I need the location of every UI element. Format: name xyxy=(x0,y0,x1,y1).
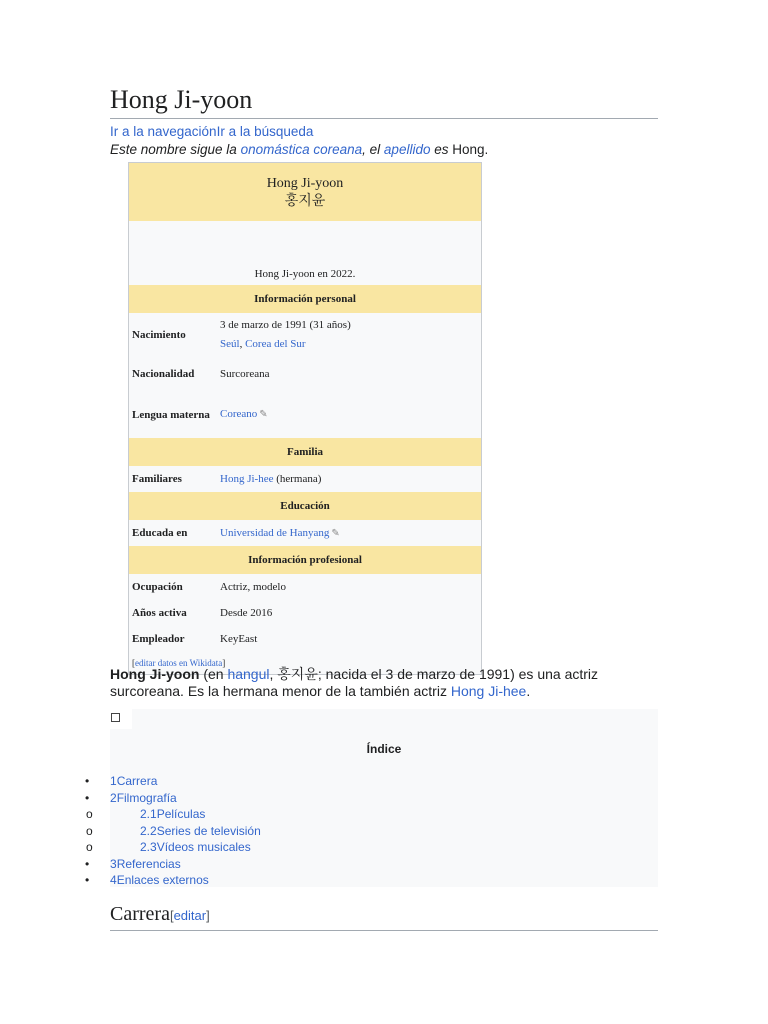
page-title: Hong Ji-yoon xyxy=(110,84,658,119)
article-header xyxy=(110,84,658,668)
section-title: Carrera xyxy=(110,903,170,925)
row-birth xyxy=(129,313,481,357)
value-nationality: Surcoreana xyxy=(220,367,270,380)
hatnote-link-onomastica[interactable]: onomástica coreana xyxy=(240,142,363,157)
toc-number: 4 xyxy=(110,873,117,887)
toc-label: Películas xyxy=(156,807,206,821)
link-coreano[interactable]: Coreano xyxy=(220,408,258,420)
link-edit-wikidata[interactable]: editar datos en Wikidata xyxy=(135,658,223,668)
table-of-contents xyxy=(85,709,658,887)
label-language: Lengua materna xyxy=(132,408,210,421)
toc-number: 2.3 xyxy=(140,840,157,854)
jump-to-search-link[interactable]: Ir a la búsqueda xyxy=(216,124,314,139)
pencil-icon[interactable]: ✎ xyxy=(259,409,268,420)
infobox-image xyxy=(129,221,481,265)
toc-number: 2.1 xyxy=(140,807,157,821)
toc-item-peliculas[interactable] xyxy=(86,806,261,823)
hatnote-text-1: Este nombre sigue la xyxy=(110,142,241,157)
toc-label: Referencias xyxy=(116,856,181,871)
value-language xyxy=(220,405,481,424)
lead-paragraph xyxy=(110,666,670,700)
toc-toggle-checkbox[interactable] xyxy=(111,713,120,722)
lead-text-1: (en xyxy=(199,666,228,682)
toc-bullet: • xyxy=(85,856,90,871)
link-hangul[interactable]: hangul xyxy=(227,666,270,682)
toc-number: 3 xyxy=(110,856,117,871)
toc-bullet: • xyxy=(85,790,90,805)
row-employer xyxy=(129,626,481,652)
link-seul[interactable]: Seúl xyxy=(220,338,240,350)
toc-sub-bullet: o xyxy=(86,807,93,821)
toc-label: Series de televisión xyxy=(156,823,261,838)
toc-label: Enlaces externos xyxy=(116,873,209,887)
value-education xyxy=(220,524,481,543)
infobox-header xyxy=(129,163,481,221)
infobox xyxy=(128,162,482,675)
lead-bold-name: Hong Ji-yoon xyxy=(110,666,200,682)
edit-bracket-open: [ xyxy=(169,908,174,923)
row-education xyxy=(129,520,481,546)
hatnote xyxy=(110,141,658,158)
pencil-icon[interactable]: ✎ xyxy=(331,527,340,539)
label-relatives: Familiares xyxy=(132,473,182,485)
toc-label: Vídeos musicales xyxy=(156,840,251,854)
edit-bracket-close: ] xyxy=(206,908,210,923)
row-language xyxy=(129,391,481,438)
label-employer: Empleador xyxy=(132,633,185,645)
row-occupation xyxy=(129,574,481,600)
toc-label: Filmografía xyxy=(116,790,177,805)
hatnote-link-apellido[interactable]: apellido xyxy=(383,142,431,157)
label-occupation: Ocupación xyxy=(132,581,183,593)
hatnote-text-3: es xyxy=(430,142,453,157)
toc-item-enlaces-externos[interactable] xyxy=(85,872,261,889)
toc-sub-bullet: o xyxy=(86,840,93,854)
label-birth: Nacimiento xyxy=(132,329,186,341)
toc-bullet: • xyxy=(85,873,90,887)
row-relatives xyxy=(129,466,481,492)
toc-item-carrera[interactable] xyxy=(85,773,261,790)
toc-number: 1 xyxy=(110,774,117,788)
footer-bracket-open: [ xyxy=(132,658,135,668)
link-hong-ji-hee-lead[interactable]: Hong Ji-hee xyxy=(450,683,527,699)
toc-item-videos-musicales[interactable] xyxy=(86,839,261,856)
value-occupation: Actriz, modelo xyxy=(220,580,286,593)
section-professional-info: Información profesional xyxy=(129,546,481,574)
toc-item-series-television[interactable] xyxy=(86,823,261,840)
toc-bullet: • xyxy=(85,774,90,788)
value-birth xyxy=(220,316,481,354)
link-corea-del-sur[interactable]: Corea del Sur xyxy=(245,338,306,350)
hatnote-surname: Hong. xyxy=(452,142,489,157)
toc-number: 2 xyxy=(110,790,117,805)
section-education: Educación xyxy=(129,492,481,520)
row-nationality xyxy=(129,357,481,391)
birth-sep: , xyxy=(239,338,246,350)
section-heading-carrera xyxy=(110,901,658,931)
lead-text-3: . xyxy=(526,683,531,699)
link-universidad-hanyang[interactable]: Universidad de Hanyang xyxy=(220,526,330,539)
infobox-name: Hong Ji-yoon xyxy=(266,176,344,191)
lead-text-2: , 홍지윤; nacida el 3 de marzo de 1991) es una actriz surcoreana. Es la hermana menor de la también actriz xyxy=(110,666,599,699)
infobox-caption: Hong Ji-yoon en 2022. xyxy=(254,268,356,280)
edit-section-link[interactable]: editar xyxy=(173,908,207,923)
section-family: Familia xyxy=(129,438,481,466)
toc-number: 2.2 xyxy=(140,823,157,838)
section-personal-info: Información personal xyxy=(129,285,481,313)
link-hong-ji-hee[interactable]: Hong Ji-hee xyxy=(220,472,274,485)
section-edit xyxy=(170,908,210,923)
toc-list xyxy=(85,773,261,889)
toc-item-referencias[interactable] xyxy=(85,856,261,873)
row-years-active xyxy=(129,600,481,626)
relatives-note: (hermana) xyxy=(273,472,322,485)
hatnote-text-2: , el xyxy=(362,142,384,157)
birth-date: 3 de marzo de 1991 (31 años) xyxy=(220,319,351,331)
value-employer: KeyEast xyxy=(220,632,258,645)
jump-links xyxy=(110,123,658,140)
toc-title: Índice xyxy=(366,742,402,756)
label-nationality: Nacionalidad xyxy=(132,368,195,380)
value-relatives xyxy=(220,470,481,489)
toc-sub-bullet: o xyxy=(86,823,93,838)
toc-item-filmografia[interactable] xyxy=(85,790,261,807)
label-years-active: Años activa xyxy=(132,607,187,619)
infobox-native-name: 홍지윤 xyxy=(284,194,326,209)
jump-to-navigation-link[interactable]: Ir a la navegación xyxy=(110,124,217,139)
label-education: Educada en xyxy=(132,527,188,539)
footer-bracket-close: ] xyxy=(222,658,226,668)
toc-label: Carrera xyxy=(116,774,158,788)
value-years-active: Desde 2016 xyxy=(220,606,273,619)
